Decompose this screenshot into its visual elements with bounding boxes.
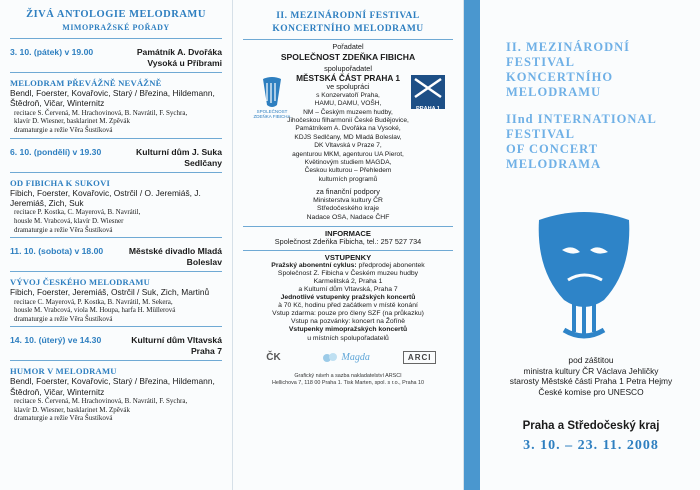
ticket-line-text: předprodej abonentek <box>356 261 425 269</box>
divider <box>243 39 453 40</box>
funding-label: za finanční podpory <box>316 187 380 197</box>
praha1-caption: PRAHA 1 <box>416 106 440 113</box>
credit-line: Grafický návrh a sazba nakladatelství ARSCI <box>294 372 402 379</box>
info-panel <box>232 0 464 490</box>
czech-title <box>506 40 696 100</box>
performer-credit: recitace C. Mayerová, P. Kostka, B. Navrátil, M. Sekera, <box>14 297 173 306</box>
ticket-line-text: u místních spolupořadatelů <box>307 334 389 342</box>
event-header <box>10 147 222 169</box>
festival-subheader: KONCERTNÍHO MELODRAMU <box>272 24 424 34</box>
patronage-line: starosty Městské části Praha 1 Petra Hejmy <box>509 376 673 387</box>
ticket-line <box>243 302 453 310</box>
english-title <box>506 112 696 172</box>
cooperation-line: KDJS Sedlčany, MD Mladá Boleslav, <box>294 133 402 141</box>
divider <box>243 226 453 227</box>
event-venue: Městské divadlo Mladá Boleslav <box>128 246 222 268</box>
divider <box>10 72 222 73</box>
divider <box>10 172 222 173</box>
cooperation-line: DK Vltavská v Praze 7, <box>314 142 382 150</box>
co-organizer-label: spolupořadatel <box>324 63 372 73</box>
program-subheader: MIMOPRAŽSKÉ POŘADY <box>62 23 170 32</box>
cooperation-line: Jihočeskou filharmonií České Budějovice, <box>287 117 409 124</box>
ticket-line <box>243 262 453 270</box>
ticket-line-bold: Pražský abonentní cyklus: <box>271 261 357 269</box>
composers-list: Bendl, Foerster, Kovařovic, Starý / Březina, Hildemann, Štědroň, Vičar, Winternitz <box>10 88 215 109</box>
event-date: 3. 10. (pátek) v 19.00 <box>10 47 94 57</box>
print-credits <box>243 373 453 387</box>
title-line: II. MEZINÁRODNÍ <box>506 40 631 54</box>
event-venue: Památník A. Dvořáka Vysoká u Příbrami <box>136 47 222 68</box>
divider <box>10 38 222 39</box>
ticket-line-text: Vstup zdarma: pouze pro členy SZF (na průkazku) <box>272 310 424 318</box>
performer-credit: klavír D. Wiesner, basklarinet M. Zpěvák <box>14 405 130 414</box>
event-header <box>10 335 222 357</box>
performer-credit: recitace P. Kostka, C. Mayerová, B. Navrátil, <box>14 208 141 217</box>
title-line: FESTIVAL <box>506 127 575 141</box>
ticket-line-text: Karmelitská 2, Praha 1 <box>313 277 383 285</box>
cooperation-line: Českou kulturou – Přehledem <box>304 167 392 175</box>
ticket-line-bold: Jednotlivé vstupenky pražských koncertů <box>280 294 416 302</box>
ticket-line-text: à 70 Kč, hodinu před začátkem v místě konání <box>278 302 418 310</box>
program-title: HUMOR V MELODRAMU <box>10 366 117 377</box>
patronage-line: pod záštitou <box>568 355 614 365</box>
patronage-line: České komise pro UNESCO <box>538 386 644 397</box>
organizer-name: SPOLEČNOST ZDEŇKA FIBICHA <box>280 51 416 62</box>
ticket-line-text: Vstup na pozvánky: koncert na Žofíně <box>290 318 406 326</box>
ticket-line <box>243 335 453 343</box>
tickets-list <box>243 262 453 343</box>
ticket-line <box>243 278 453 286</box>
cooperation-line: agenturou MKM, agenturou UA Pierot, <box>292 150 404 158</box>
ticket-line <box>243 286 453 294</box>
x-mark-icon <box>411 75 445 101</box>
performer-credit: housle M. Vrabcová, klavír D. Wiesner <box>14 217 124 225</box>
sponsor-logos <box>243 351 453 365</box>
performer-credit: housle M. Vrabcová, viola M. Houpa, harfa H. Müllerová <box>14 306 176 315</box>
event-header <box>10 246 222 268</box>
divider <box>10 237 222 238</box>
cover-color-band <box>464 0 480 490</box>
fibich-logo-caption: SPOLEČNOST ZDEŇKA FIBICHA <box>253 109 291 120</box>
info-title: INFORMACE <box>325 229 371 239</box>
ticket-line-text: Společnost Z. Fibicha v Českém muzeu hudby <box>277 269 419 277</box>
event-date: 14. 10. (úterý) ve 14.30 <box>10 335 102 346</box>
divider <box>10 360 222 361</box>
title-line: MELODRAMA <box>506 157 602 171</box>
funding-list <box>243 197 453 222</box>
cooperation-line: kulturních programů <box>318 175 378 183</box>
ck-logo: ČK <box>266 352 281 364</box>
divider <box>10 326 222 327</box>
funding-line: Ministerstva kultury ČR <box>313 196 383 204</box>
title-line: KONCERTNÍHO <box>506 70 614 84</box>
title-line: IInd INTERNATIONAL <box>506 112 657 126</box>
composers-list: Bendl, Foerster, Kovařovic, Starý / Březina, Hildemann, Štědroň, Vičar, Winternitz <box>10 376 215 397</box>
flower-icon <box>321 351 339 365</box>
funding-line: Středočeského kraje <box>317 205 379 213</box>
cooperation-line: Památníkem A. Dvořáka na Vysoké, <box>295 125 401 133</box>
funding-line: Nadace OSA, Nadace ČHF <box>306 213 390 221</box>
cooperation-line: HAMU, DAMU, VOŠH, <box>314 100 382 108</box>
info-line: Společnost Zdeňka Fibicha, tel.: 257 527 734 <box>274 237 422 247</box>
ticket-line <box>243 270 453 278</box>
patronage-line: ministra kultury ČR Václava Jehličky <box>523 365 659 376</box>
event-venue: Kulturní dům Vltavská Praha 7 <box>131 335 222 357</box>
performer-credit: dramaturgie a režie Věra Šustíková <box>14 225 113 234</box>
festival-dates: 3. 10. – 23. 11. 2008 <box>523 438 659 453</box>
praha1-logo <box>411 75 445 113</box>
lyre-mask-icon <box>524 210 644 340</box>
performer-credit: dramaturgie a režie Věra Šustíková <box>14 314 113 323</box>
lyre-mask-icon <box>257 75 287 109</box>
fibich-logo <box>251 75 293 119</box>
program-title: VÝVOJ ČESKÉHO MELODRAMU <box>10 277 151 288</box>
organizer-label: Pořadatel <box>332 42 364 51</box>
divider <box>10 271 222 272</box>
patronage-block <box>486 355 696 397</box>
event-venue: Kulturní dům J. Suka Sedlčany <box>136 146 222 168</box>
composers-list: Fibich, Foerster, Jeremiáš, Ostrčil / Suk, Zich, Martinů <box>10 287 210 298</box>
cover-panel <box>464 0 700 490</box>
divider <box>243 250 453 251</box>
event-header <box>10 47 222 69</box>
event-date: 11. 10. (sobota) v 18.00 <box>10 246 104 257</box>
cooperation-label: ve spolupráci <box>326 82 370 92</box>
event-list <box>10 38 222 423</box>
divider <box>10 138 222 139</box>
ticket-line-bold: Vstupenky mimopražských koncertů <box>288 326 408 334</box>
location-line: Praha a Středočeský kraj <box>522 420 660 432</box>
ticket-line-text: a Kulturní dům Vltavská, Praha 7 <box>298 285 398 293</box>
composers-list: Fibich, Foerster, Kovařovic, Ostrčil / O. Jeremiáš, J. Jeremiáš, Zich, Suk <box>10 187 201 208</box>
credit-line: Hellichova 7, 118 00 Praha 1. Tisk Marten, spol. s r.o., Praha 10 <box>271 379 425 386</box>
ticket-line <box>243 326 453 334</box>
performer-credit: recitace S. Červená, M. Hrachovinová, B. Navrátil, F. Sychra, <box>14 108 188 117</box>
tickets-title: VSTUPENKY <box>324 252 372 262</box>
magda-logo <box>321 351 370 365</box>
title-block <box>506 40 696 172</box>
program-header: ŽIVÁ ANTOLOGIE MELODRAMU <box>26 9 206 20</box>
program-title: OD FIBICHA K SUKOVI <box>10 177 111 188</box>
performer-credit: recitace S. Červená, M. Hrachovinová, B. Navrátil, F. Sychra, <box>14 397 188 406</box>
magda-logo-text: Magda <box>341 352 370 364</box>
arci-logo: ARCI <box>403 351 437 364</box>
festival-header: II. MEZINÁRODNÍ FESTIVAL <box>276 11 420 21</box>
cooperation-line: Květinovým studiem MAGDA, <box>304 159 392 167</box>
title-line: FESTIVAL <box>506 55 575 69</box>
performer-credit: klavír D. Wiesner, basklarinet M. Zpěvák <box>14 117 130 126</box>
cooperation-line: s Konzervatoří Praha, <box>316 91 380 99</box>
program-title: MELODRAM PŘEVÁŽNĚ NEVÁŽNĚ <box>10 78 162 88</box>
title-line: MELODRAMU <box>506 85 602 99</box>
performer-credit: dramaturgie a režie Věra Šustíková <box>14 126 113 134</box>
title-line: OF CONCERT <box>506 142 599 156</box>
program-panel <box>0 0 232 490</box>
performer-credit: dramaturgie a režie Věra Šustíková <box>14 414 113 423</box>
co-organizer-name: MĚSTSKÁ ČÁST PRAHA 1 <box>296 73 400 84</box>
ticket-line <box>243 294 453 302</box>
cooperation-line: NM – Českým muzeem hudby, <box>303 108 393 116</box>
event-date: 6. 10. (pondělí) v 19.30 <box>10 146 102 157</box>
